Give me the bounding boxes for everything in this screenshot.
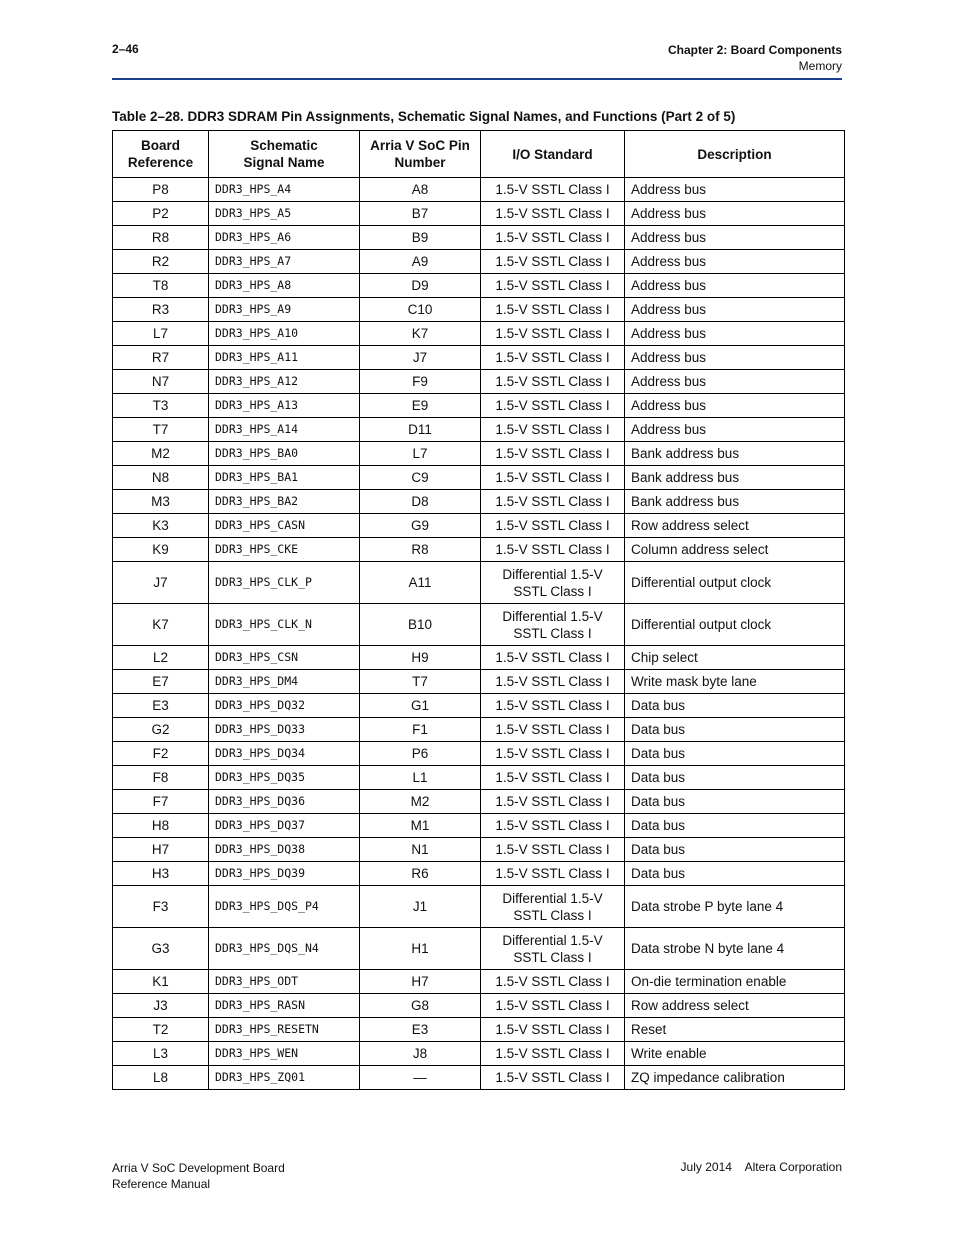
signal-name-cell: DDR3_HPS_DQ38 [209, 838, 360, 862]
header-line: Number [394, 155, 446, 170]
table-row [113, 202, 845, 226]
board-reference-cell: P8 [113, 178, 209, 202]
pin-number-cell: B9 [360, 226, 481, 250]
io-standard-cell [481, 346, 625, 370]
signal-name-cell: DDR3_HPS_CASN [209, 514, 360, 538]
table-row [113, 604, 845, 646]
io-standard-line: 1.5-V SSTL Class I [495, 998, 610, 1013]
pin-number-cell: D11 [360, 418, 481, 442]
pin-number-cell: H7 [360, 970, 481, 994]
board-reference-cell: T2 [113, 1018, 209, 1042]
header-line: I/O Standard [512, 146, 593, 162]
header-description [625, 131, 845, 178]
io-standard-line: SSTL Class I [513, 583, 592, 599]
header-board-reference [113, 131, 209, 178]
signal-name-cell: DDR3_HPS_DQ35 [209, 766, 360, 790]
board-reference-cell: E3 [113, 694, 209, 718]
pin-number-cell: G1 [360, 694, 481, 718]
description-cell: Data bus [625, 838, 845, 862]
board-reference-cell: M3 [113, 490, 209, 514]
pin-number-cell: C10 [360, 298, 481, 322]
io-standard-line: 1.5-V SSTL Class I [495, 182, 610, 197]
pin-number-cell: D8 [360, 490, 481, 514]
io-standard-line: 1.5-V SSTL Class I [495, 518, 610, 533]
board-reference-cell: T7 [113, 418, 209, 442]
io-standard-line: 1.5-V SSTL Class I [495, 722, 610, 737]
board-reference-cell: K9 [113, 538, 209, 562]
chapter-title: Chapter 2: Board Components [667, 43, 842, 57]
description-cell: Address bus [625, 202, 845, 226]
io-standard-cell [481, 694, 625, 718]
io-standard-cell [481, 886, 625, 928]
table-row [113, 718, 845, 742]
header-line: Description [697, 146, 772, 162]
io-standard-line: 1.5-V SSTL Class I [495, 326, 610, 341]
signal-name-cell: DDR3_HPS_A8 [209, 274, 360, 298]
pin-number-cell: E9 [360, 394, 481, 418]
description-cell: Row address select [625, 994, 845, 1018]
table-row [113, 346, 845, 370]
description-cell: Address bus [625, 298, 845, 322]
io-standard-line: 1.5-V SSTL Class I [495, 446, 610, 461]
io-standard-cell [481, 862, 625, 886]
board-reference-cell: N8 [113, 466, 209, 490]
io-standard-cell [481, 418, 625, 442]
description-cell: Data strobe P byte lane 4 [625, 886, 845, 928]
description-cell: Differential output clock [625, 562, 845, 604]
section-title: Memory [798, 59, 842, 73]
signal-name-cell: DDR3_HPS_DQS_P4 [209, 886, 360, 928]
table-row [113, 418, 845, 442]
io-standard-cell [481, 226, 625, 250]
io-standard-line: 1.5-V SSTL Class I [495, 866, 610, 881]
pin-number-cell: M2 [360, 790, 481, 814]
footer-doc-info [112, 1160, 285, 1192]
table-row [113, 646, 845, 670]
io-standard-line: 1.5-V SSTL Class I [495, 1022, 610, 1037]
table-row [113, 994, 845, 1018]
header-signal-name [209, 131, 360, 178]
table-caption: Table 2–28. DDR3 SDRAM Pin Assignments, Schematic Signal Names, and Functions (Part 2 of 5) [112, 109, 736, 124]
io-standard-line: Differential 1.5-V [502, 566, 603, 582]
pin-number-cell: G9 [360, 514, 481, 538]
signal-name-cell: DDR3_HPS_DQ37 [209, 814, 360, 838]
pin-number-cell: H9 [360, 646, 481, 670]
io-standard-line: 1.5-V SSTL Class I [495, 254, 610, 269]
io-standard-line: 1.5-V SSTL Class I [495, 230, 610, 245]
description-cell: ZQ impedance calibration [625, 1066, 845, 1090]
pin-number-cell: J7 [360, 346, 481, 370]
signal-name-cell: DDR3_HPS_A11 [209, 346, 360, 370]
pin-number-cell: B10 [360, 604, 481, 646]
header-line: Arria V SoC Pin [370, 138, 470, 153]
pin-number-cell: A11 [360, 562, 481, 604]
signal-name-cell: DDR3_HPS_CSN [209, 646, 360, 670]
board-reference-cell: K1 [113, 970, 209, 994]
io-standard-line: 1.5-V SSTL Class I [495, 770, 610, 785]
board-reference-cell: K7 [113, 604, 209, 646]
board-reference-cell: H8 [113, 814, 209, 838]
description-cell: Address bus [625, 250, 845, 274]
table-row [113, 790, 845, 814]
board-reference-cell: F3 [113, 886, 209, 928]
io-standard-cell [481, 742, 625, 766]
board-reference-cell: H3 [113, 862, 209, 886]
description-cell: Address bus [625, 274, 845, 298]
table-row [113, 466, 845, 490]
table-row [113, 694, 845, 718]
table-row [113, 226, 845, 250]
board-reference-cell: T3 [113, 394, 209, 418]
board-reference-cell: T8 [113, 274, 209, 298]
signal-name-cell: DDR3_HPS_BA0 [209, 442, 360, 466]
description-cell: Data strobe N byte lane 4 [625, 928, 845, 970]
footer-company: Altera Corporation [744, 1160, 842, 1174]
table-row [113, 298, 845, 322]
table-row [113, 670, 845, 694]
io-standard-line: 1.5-V SSTL Class I [495, 278, 610, 293]
board-reference-cell: H7 [113, 838, 209, 862]
io-standard-cell [481, 274, 625, 298]
pin-number-cell: L1 [360, 766, 481, 790]
description-cell: Reset [625, 1018, 845, 1042]
io-standard-line: 1.5-V SSTL Class I [495, 698, 610, 713]
header-line: Reference [127, 155, 194, 170]
table-row [113, 250, 845, 274]
description-cell: Data bus [625, 694, 845, 718]
table-row [113, 442, 845, 466]
signal-name-cell: DDR3_HPS_A13 [209, 394, 360, 418]
description-cell: Address bus [625, 346, 845, 370]
board-reference-cell: L3 [113, 1042, 209, 1066]
footer-doc-subtitle: Reference Manual [112, 1177, 211, 1191]
io-standard-line: 1.5-V SSTL Class I [495, 494, 610, 509]
board-reference-cell: J3 [113, 994, 209, 1018]
io-standard-line: 1.5-V SSTL Class I [495, 350, 610, 365]
description-cell: Data bus [625, 742, 845, 766]
io-standard-line: 1.5-V SSTL Class I [495, 842, 610, 857]
board-reference-cell: P2 [113, 202, 209, 226]
pin-number-cell: D9 [360, 274, 481, 298]
io-standard-cell [481, 370, 625, 394]
description-cell: Bank address bus [625, 490, 845, 514]
pin-number-cell: R8 [360, 538, 481, 562]
io-standard-line: 1.5-V SSTL Class I [495, 746, 610, 761]
signal-name-cell: DDR3_HPS_A10 [209, 322, 360, 346]
table-row [113, 928, 845, 970]
running-header [668, 42, 842, 74]
io-standard-line: Differential 1.5-V [502, 608, 603, 624]
io-standard-cell [481, 838, 625, 862]
io-standard-cell [481, 670, 625, 694]
table-body [113, 178, 845, 1090]
pin-number-cell: K7 [360, 322, 481, 346]
io-standard-line: 1.5-V SSTL Class I [495, 674, 610, 689]
pin-number-cell: T7 [360, 670, 481, 694]
board-reference-cell: F2 [113, 742, 209, 766]
signal-name-cell: DDR3_HPS_DQ39 [209, 862, 360, 886]
pin-number-cell: A9 [360, 250, 481, 274]
signal-name-cell: DDR3_HPS_DQ32 [209, 694, 360, 718]
io-standard-cell [481, 250, 625, 274]
signal-name-cell: DDR3_HPS_RASN [209, 994, 360, 1018]
io-standard-cell [481, 562, 625, 604]
io-standard-cell [481, 442, 625, 466]
io-standard-line: 1.5-V SSTL Class I [495, 374, 610, 389]
signal-name-cell: DDR3_HPS_A5 [209, 202, 360, 226]
description-cell: Data bus [625, 790, 845, 814]
pin-number-cell: J1 [360, 886, 481, 928]
board-reference-cell: E7 [113, 670, 209, 694]
signal-name-cell: DDR3_HPS_DQ34 [209, 742, 360, 766]
io-standard-cell [481, 394, 625, 418]
table-row [113, 562, 845, 604]
pin-number-cell: L7 [360, 442, 481, 466]
pin-number-cell: R6 [360, 862, 481, 886]
footer-doc-title: Arria V SoC Development Board [112, 1161, 285, 1175]
pin-number-cell: M1 [360, 814, 481, 838]
io-standard-line: 1.5-V SSTL Class I [495, 206, 610, 221]
description-cell: Write mask byte lane [625, 670, 845, 694]
table-row [113, 538, 845, 562]
signal-name-cell: DDR3_HPS_DQ36 [209, 790, 360, 814]
signal-name-cell: DDR3_HPS_CLK_P [209, 562, 360, 604]
board-reference-cell: R3 [113, 298, 209, 322]
footer-date: July 2014 [680, 1160, 732, 1174]
board-reference-cell: J7 [113, 562, 209, 604]
table-row [113, 970, 845, 994]
signal-name-cell: DDR3_HPS_A14 [209, 418, 360, 442]
pin-number-cell: H1 [360, 928, 481, 970]
io-standard-line: Differential 1.5-V [502, 890, 603, 906]
io-standard-line: 1.5-V SSTL Class I [495, 398, 610, 413]
description-cell: Data bus [625, 766, 845, 790]
signal-name-cell: DDR3_HPS_BA1 [209, 466, 360, 490]
io-standard-cell [481, 202, 625, 226]
io-standard-cell [481, 298, 625, 322]
io-standard-cell [481, 970, 625, 994]
header-pin-number [360, 131, 481, 178]
table-row [113, 814, 845, 838]
signal-name-cell: DDR3_HPS_BA2 [209, 490, 360, 514]
table-row [113, 1042, 845, 1066]
io-standard-line: SSTL Class I [513, 949, 592, 965]
pin-number-cell: P6 [360, 742, 481, 766]
io-standard-line: Differential 1.5-V [502, 932, 603, 948]
description-cell: Bank address bus [625, 466, 845, 490]
pin-assignment-table [112, 130, 845, 1090]
description-cell: Data bus [625, 814, 845, 838]
pin-number-cell: C9 [360, 466, 481, 490]
pin-number-cell: N1 [360, 838, 481, 862]
signal-name-cell: DDR3_HPS_A4 [209, 178, 360, 202]
pin-number-cell: F1 [360, 718, 481, 742]
io-standard-cell [481, 790, 625, 814]
signal-name-cell: DDR3_HPS_DQ33 [209, 718, 360, 742]
signal-name-cell: DDR3_HPS_A7 [209, 250, 360, 274]
io-standard-cell [481, 604, 625, 646]
board-reference-cell: R7 [113, 346, 209, 370]
table-row [113, 1018, 845, 1042]
io-standard-cell [481, 514, 625, 538]
table-row [113, 370, 845, 394]
board-reference-cell: L2 [113, 646, 209, 670]
board-reference-cell: N7 [113, 370, 209, 394]
description-cell: Address bus [625, 370, 845, 394]
board-reference-cell: F7 [113, 790, 209, 814]
table-row [113, 394, 845, 418]
pin-number-cell: A8 [360, 178, 481, 202]
pin-number-cell: F9 [360, 370, 481, 394]
io-standard-cell [481, 718, 625, 742]
header-line: Schematic [250, 138, 318, 153]
board-reference-cell: G3 [113, 928, 209, 970]
io-standard-cell [481, 994, 625, 1018]
header-io-standard [481, 131, 625, 178]
pin-number-cell: — [360, 1066, 481, 1090]
io-standard-cell [481, 466, 625, 490]
table-row [113, 514, 845, 538]
signal-name-cell: DDR3_HPS_ODT [209, 970, 360, 994]
io-standard-cell [481, 646, 625, 670]
board-reference-cell: L7 [113, 322, 209, 346]
pin-number-cell: G8 [360, 994, 481, 1018]
description-cell: Write enable [625, 1042, 845, 1066]
table-header-row [113, 131, 845, 178]
io-standard-cell [481, 538, 625, 562]
io-standard-line: 1.5-V SSTL Class I [495, 794, 610, 809]
page-number: 2–46 [112, 42, 139, 56]
board-reference-cell: G2 [113, 718, 209, 742]
signal-name-cell: DDR3_HPS_ZQ01 [209, 1066, 360, 1090]
io-standard-line: 1.5-V SSTL Class I [495, 1070, 610, 1085]
io-standard-line: 1.5-V SSTL Class I [495, 542, 610, 557]
table-row [113, 838, 845, 862]
board-reference-cell: M2 [113, 442, 209, 466]
description-cell: Differential output clock [625, 604, 845, 646]
pin-number-cell: J8 [360, 1042, 481, 1066]
description-cell: Address bus [625, 418, 845, 442]
io-standard-cell [481, 766, 625, 790]
table-row [113, 178, 845, 202]
io-standard-line: 1.5-V SSTL Class I [495, 974, 610, 989]
signal-name-cell: DDR3_HPS_A12 [209, 370, 360, 394]
io-standard-cell [481, 928, 625, 970]
signal-name-cell: DDR3_HPS_A6 [209, 226, 360, 250]
description-cell: Row address select [625, 514, 845, 538]
signal-name-cell: DDR3_HPS_DM4 [209, 670, 360, 694]
io-standard-line: 1.5-V SSTL Class I [495, 422, 610, 437]
description-cell: Address bus [625, 394, 845, 418]
description-cell: Address bus [625, 178, 845, 202]
description-cell: Bank address bus [625, 442, 845, 466]
io-standard-cell [481, 490, 625, 514]
table-row [113, 886, 845, 928]
io-standard-cell [481, 1066, 625, 1090]
signal-name-cell: DDR3_HPS_DQS_N4 [209, 928, 360, 970]
signal-name-cell: DDR3_HPS_A9 [209, 298, 360, 322]
signal-name-cell: DDR3_HPS_WEN [209, 1042, 360, 1066]
board-reference-cell: L8 [113, 1066, 209, 1090]
table-row [113, 862, 845, 886]
table-row [113, 490, 845, 514]
header-line: Board [140, 138, 180, 153]
description-cell: Data bus [625, 718, 845, 742]
header-rule [112, 78, 842, 80]
signal-name-cell: DDR3_HPS_CLK_N [209, 604, 360, 646]
io-standard-line: 1.5-V SSTL Class I [495, 650, 610, 665]
io-standard-line: SSTL Class I [513, 907, 592, 923]
pin-number-cell: B7 [360, 202, 481, 226]
io-standard-cell [481, 178, 625, 202]
description-cell: Address bus [625, 226, 845, 250]
io-standard-cell [481, 1042, 625, 1066]
table-row [113, 766, 845, 790]
table-row [113, 322, 845, 346]
board-reference-cell: K3 [113, 514, 209, 538]
footer-publisher [681, 1160, 842, 1174]
board-reference-cell: F8 [113, 766, 209, 790]
io-standard-line: 1.5-V SSTL Class I [495, 818, 610, 833]
io-standard-cell [481, 1018, 625, 1042]
description-cell: Address bus [625, 322, 845, 346]
table-row [113, 742, 845, 766]
io-standard-line: 1.5-V SSTL Class I [495, 302, 610, 317]
description-cell: On-die termination enable [625, 970, 845, 994]
description-cell: Data bus [625, 862, 845, 886]
table-row [113, 274, 845, 298]
signal-name-cell: DDR3_HPS_RESETN [209, 1018, 360, 1042]
description-cell: Column address select [625, 538, 845, 562]
description-cell: Chip select [625, 646, 845, 670]
board-reference-cell: R8 [113, 226, 209, 250]
table-row [113, 1066, 845, 1090]
io-standard-line: 1.5-V SSTL Class I [495, 470, 610, 485]
io-standard-line: SSTL Class I [513, 625, 592, 641]
board-reference-cell: R2 [113, 250, 209, 274]
pin-number-cell: E3 [360, 1018, 481, 1042]
io-standard-cell [481, 322, 625, 346]
io-standard-cell [481, 814, 625, 838]
io-standard-line: 1.5-V SSTL Class I [495, 1046, 610, 1061]
signal-name-cell: DDR3_HPS_CKE [209, 538, 360, 562]
header-line: Signal Name [243, 155, 325, 170]
